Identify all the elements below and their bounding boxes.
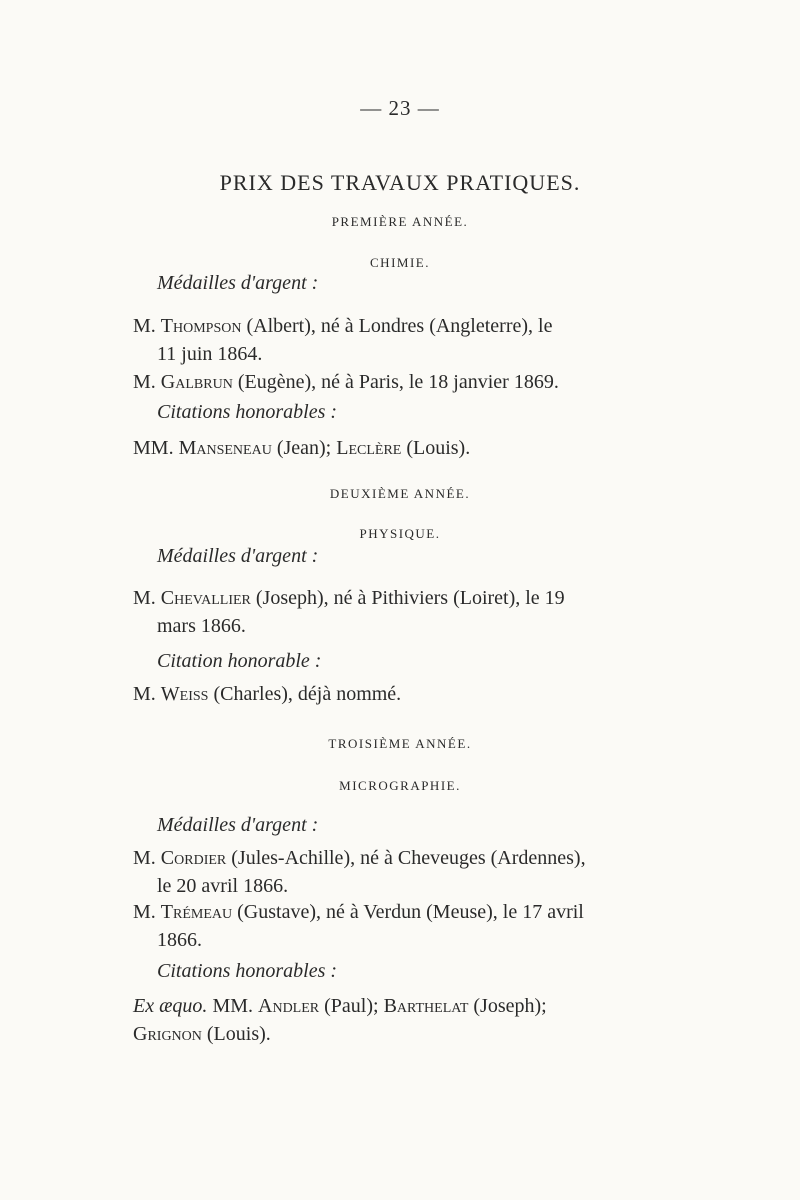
entry-text: (Joseph), né à Pithiviers (Loiret), le 19: [250, 587, 565, 609]
section3-entry-2: [133, 898, 673, 954]
ex-aequo-label: Ex æquo.: [133, 995, 208, 1017]
citation-name: Barthelat: [383, 995, 469, 1017]
entry-prefix: M.: [133, 315, 156, 337]
section1-entry-2: [133, 368, 673, 396]
citation-text: (Joseph);: [468, 995, 547, 1017]
section2-year-heading: DEUXIÈME ANNÉE.: [329, 486, 471, 501]
citation-text: (Paul);: [319, 995, 384, 1017]
page-number: — 23 —: [360, 96, 440, 120]
citation-name: Grignon: [133, 1023, 202, 1045]
citation-name: Andler: [258, 995, 320, 1017]
citations-prefix: MM.: [207, 995, 259, 1017]
section3-citations: [133, 992, 673, 1048]
section1-subject-heading: CHIMIE.: [370, 255, 430, 270]
section3-citations-label: Citations honorables :: [157, 960, 338, 982]
section3-medals-label: Médailles d'argent :: [157, 814, 319, 836]
section3-entry-1: [133, 844, 673, 900]
entry-prefix: M.: [133, 901, 156, 923]
entry-name: Chevallier: [160, 587, 251, 609]
entry-text: (Eugène), né à Paris, le 18 janvier 1869.: [232, 371, 559, 393]
citation-continuation: [133, 1020, 673, 1048]
entry-name: Galbrun: [160, 371, 233, 393]
entry-continuation: mars 1866.: [157, 615, 246, 637]
section1-medals-label: Médailles d'argent :: [157, 272, 319, 294]
section3-year-heading: TROISIÈME ANNÉE.: [328, 736, 472, 751]
section3-subject-heading: MICROGRAPHIE.: [339, 778, 461, 793]
citation-name: Leclère: [336, 437, 402, 459]
entry-text: (Jules-Achille), né à Cheveuges (Ardennes),: [226, 847, 586, 869]
section2-subject-heading: PHYSIQUE.: [359, 526, 441, 541]
section2-citation-label: Citation honorable :: [157, 650, 322, 672]
citation-name: Manseneau: [178, 437, 272, 459]
section1-entry-1: [133, 312, 673, 368]
citation-text: (Louis).: [401, 437, 471, 459]
section1-citations: [133, 434, 673, 462]
entry-name: Cordier: [160, 847, 227, 869]
entry-name: Trémeau: [160, 901, 233, 923]
section1-year-heading: PREMIÈRE ANNÉE.: [331, 214, 469, 229]
entry-prefix: M.: [133, 587, 156, 609]
entry-prefix: M.: [133, 371, 156, 393]
page-title: PRIX DES TRAVAUX PRATIQUES.: [219, 170, 581, 195]
citation-text: (Jean);: [271, 437, 337, 459]
entry-text: (Albert), né à Londres (Angleterre), le: [241, 315, 553, 337]
entry-continuation: le 20 avril 1866.: [157, 875, 289, 897]
section2-entry-1: [133, 584, 673, 640]
entry-continuation: 11 juin 1864.: [157, 343, 263, 365]
section2-medals-label: Médailles d'argent :: [157, 545, 319, 567]
entry-continuation: 1866.: [157, 929, 202, 951]
section1-citations-label: Citations honorables :: [157, 401, 338, 423]
citation-prefix: M.: [133, 683, 156, 705]
section2-citation: [133, 680, 673, 708]
citations-prefix: MM.: [133, 437, 174, 459]
entry-name: Thompson: [160, 315, 242, 337]
citation-text: (Charles), déjà nommé.: [208, 683, 402, 705]
citation-name: Weiss: [160, 683, 209, 705]
citation-text: (Louis).: [201, 1023, 271, 1045]
entry-prefix: M.: [133, 847, 156, 869]
entry-text: (Gustave), né à Verdun (Meuse), le 17 avril: [232, 901, 584, 923]
